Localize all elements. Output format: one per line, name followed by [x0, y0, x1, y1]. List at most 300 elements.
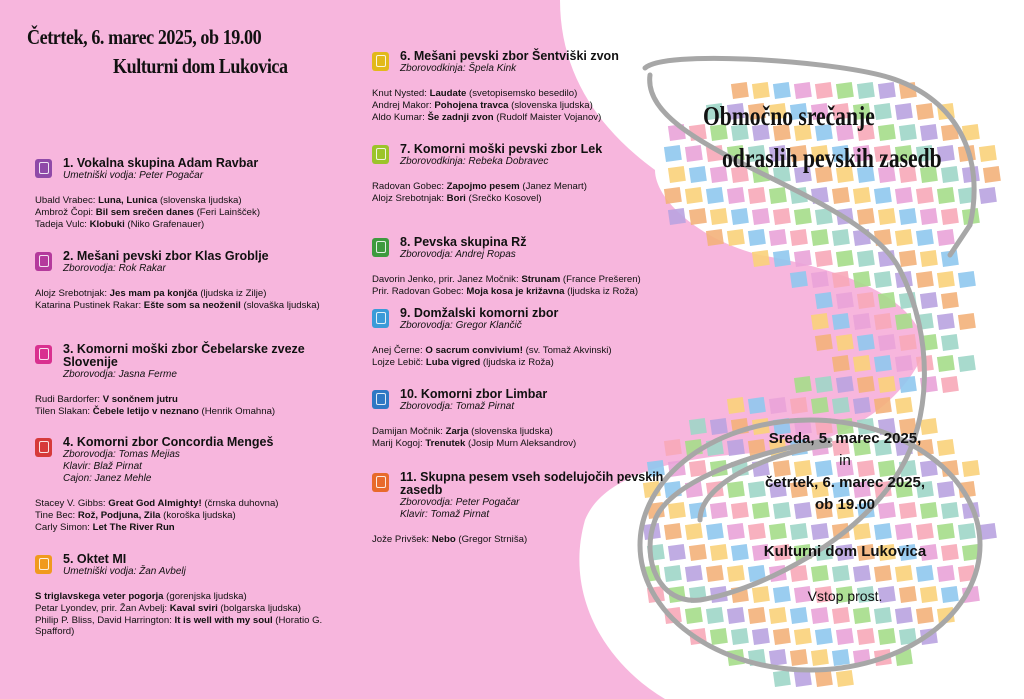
mosaic-square	[769, 187, 787, 204]
song-line	[372, 88, 687, 100]
song-note: (svetopisemsko besedilo)	[466, 88, 578, 99]
mosaic-square	[937, 523, 955, 540]
song-title: V sončnem jutru	[102, 394, 178, 405]
song-line	[372, 357, 687, 369]
mosaic-square	[916, 103, 934, 120]
date-line-1: Sreda, 5. marec 2025,	[768, 430, 922, 447]
mosaic-square	[832, 187, 850, 204]
mosaic-square	[916, 523, 934, 540]
song-list	[372, 345, 687, 369]
song-line	[35, 394, 350, 406]
mosaic-square	[685, 565, 703, 582]
mosaic-square	[853, 271, 871, 288]
song-note: (slovaška ljudska)	[240, 299, 320, 311]
mosaic-square	[748, 607, 766, 624]
program-item	[372, 307, 687, 369]
song-note: (bolgarska ljudska)	[217, 602, 301, 614]
mosaic-square	[731, 208, 749, 225]
mosaic-square	[853, 355, 871, 372]
program-item-header	[372, 388, 687, 413]
song-note: (ljudska iz Zilje)	[197, 288, 267, 299]
mosaic-square	[811, 313, 829, 330]
mosaic-square	[689, 208, 707, 225]
song-line	[372, 181, 687, 193]
program-item-title: 10. Komorni zbor Limbar	[400, 387, 548, 401]
mosaic-square	[836, 292, 854, 309]
mosaic-square	[878, 208, 896, 225]
mosaic-square	[752, 82, 770, 99]
song-line	[372, 438, 687, 450]
mosaic-square	[790, 397, 808, 414]
song-title: Luba vigred	[425, 356, 481, 368]
mosaic-square	[983, 166, 1001, 183]
song-title: Luna, Lunica	[98, 195, 158, 206]
mosaic-square	[815, 82, 833, 99]
mosaic-square	[874, 355, 892, 372]
mosaic-square	[958, 355, 976, 372]
program-item	[372, 50, 687, 123]
program-item	[372, 471, 687, 546]
mosaic-square	[874, 271, 892, 288]
mosaic-square	[937, 355, 955, 372]
program-item	[35, 250, 350, 312]
mosaic-square	[874, 607, 892, 624]
mosaic-square	[752, 208, 770, 225]
mosaic-square	[937, 229, 955, 246]
song-line	[35, 207, 350, 219]
program-item-credit: Umetniški vodja: Žan Avbelj	[63, 566, 186, 577]
mosaic-square	[685, 145, 703, 162]
song-line	[35, 510, 350, 522]
song-line	[35, 195, 350, 207]
mosaic-square	[857, 376, 875, 393]
song-author: Philip P. Bliss, David Harrington:	[35, 614, 175, 626]
song-title: Great God Almighty!	[108, 498, 202, 509]
program-item-credit: Zborovodja: Tomas Mejias	[63, 449, 180, 460]
program-item-credit: Zborovodja: Tomaž Pirnat	[400, 401, 515, 412]
song-line	[372, 345, 687, 357]
song-title: Pohojena travca	[434, 99, 509, 111]
mosaic-square	[811, 523, 829, 540]
mosaic-square	[731, 82, 749, 99]
mosaic-square	[836, 670, 854, 687]
mosaic-square	[895, 397, 913, 414]
mosaic-square	[874, 523, 892, 540]
song-author: Ambrož Čopi:	[35, 206, 96, 218]
song-author: Davorin Jenko, prir. Janez Močnik:	[372, 274, 522, 285]
song-author: Lojze Lebič:	[372, 356, 426, 368]
mosaic-square	[727, 229, 745, 246]
mosaic-square	[895, 313, 913, 330]
song-list	[372, 274, 687, 298]
program-item-credit: Zborovodja: Andrej Ropas	[400, 249, 516, 260]
mosaic-square	[958, 523, 976, 540]
mosaic-square	[941, 292, 959, 309]
program-item-header	[372, 143, 687, 168]
song-author: Marij Kogoj:	[372, 437, 426, 449]
mosaic-square	[857, 628, 875, 645]
music-note-icon	[372, 145, 389, 164]
mosaic-square	[794, 250, 812, 267]
date-line-3: četrtek, 6. marec 2025,	[764, 474, 926, 491]
song-author: Andrej Makor:	[372, 99, 435, 111]
mosaic-square	[832, 271, 850, 288]
song-note: (sv. Tomaž Akvinski)	[522, 345, 612, 356]
mosaic-square	[895, 355, 913, 372]
song-author: Rudi Bardorfer:	[35, 394, 103, 405]
mosaic-square	[710, 628, 728, 645]
mosaic-square	[941, 376, 959, 393]
song-title: Klobuki	[89, 218, 125, 230]
song-title: Strunam	[521, 274, 561, 285]
mosaic-square	[752, 628, 770, 645]
song-list	[372, 88, 687, 123]
mosaic-square	[689, 418, 707, 435]
mosaic-square	[794, 670, 812, 687]
mosaic-square	[689, 166, 707, 183]
mosaic-square	[685, 607, 703, 624]
music-book-icon	[372, 473, 389, 492]
song-note: (Rudolf Maister Vojanov)	[493, 111, 602, 123]
program-item-header	[372, 236, 687, 261]
song-note: (slovenska ljudska)	[508, 99, 593, 111]
mosaic-square	[811, 229, 829, 246]
program-item-credit: Zborovodja: Rok Rakar	[63, 263, 166, 274]
mosaic-square	[895, 607, 913, 624]
song-author: Radovan Gobec:	[372, 181, 447, 192]
program-item-credit: Zborovodja: Peter Pogačar	[400, 497, 520, 508]
music-note-icon	[372, 238, 389, 257]
program-item	[35, 436, 350, 533]
mosaic-square	[878, 82, 896, 99]
program-item-title: 7. Komorni moški pevski zbor Lek	[400, 142, 603, 156]
mosaic-square	[832, 649, 850, 666]
mosaic-square	[937, 313, 955, 330]
song-author: Stacey V. Gibbs:	[35, 498, 109, 509]
mosaic-square	[790, 271, 808, 288]
mosaic-square	[706, 523, 724, 540]
mosaic-square	[853, 187, 871, 204]
music-book-icon	[372, 390, 389, 409]
program-item	[35, 343, 350, 418]
song-title: Rož, Podjuna, Zila	[77, 509, 161, 521]
song-list	[35, 591, 350, 638]
mosaic-square	[727, 523, 745, 540]
mosaic-square	[874, 187, 892, 204]
song-line	[35, 603, 350, 615]
music-book-icon	[35, 159, 52, 178]
song-list	[372, 534, 687, 546]
mosaic-square	[769, 649, 787, 666]
mosaic-square	[689, 544, 707, 561]
song-title: Zapojmo pesem	[446, 181, 520, 192]
mosaic-square	[895, 565, 913, 582]
mosaic-square	[706, 565, 724, 582]
song-line	[35, 498, 350, 510]
song-note: (France Prešeren)	[560, 274, 641, 285]
mosaic-square	[815, 334, 833, 351]
program-item-header	[35, 436, 350, 485]
mosaic-square	[878, 376, 896, 393]
mosaic-square	[832, 313, 850, 330]
music-book-icon	[35, 345, 52, 364]
song-line	[35, 288, 350, 300]
song-note: (ljudska iz Roža)	[564, 285, 639, 297]
mosaic-square	[794, 82, 812, 99]
mosaic-square	[727, 607, 745, 624]
mosaic-square	[916, 187, 934, 204]
song-line	[35, 406, 350, 418]
mosaic-square	[874, 397, 892, 414]
song-note: (Horatio G. Spafford)	[35, 614, 323, 638]
mosaic-square	[731, 628, 749, 645]
mosaic-square	[773, 250, 791, 267]
header-venue: Kulturni dom Lukovica	[113, 54, 288, 78]
song-line	[35, 300, 350, 312]
mosaic-square	[727, 187, 745, 204]
program-item	[35, 157, 350, 230]
song-line	[35, 615, 350, 639]
mosaic-square	[706, 607, 724, 624]
song-note: (črnska duhovna)	[201, 498, 279, 509]
mosaic-square	[878, 124, 896, 141]
mosaic-square	[811, 607, 829, 624]
mosaic-square	[790, 523, 808, 540]
mosaic-square	[815, 376, 833, 393]
mosaic-square	[853, 565, 871, 582]
program-item	[372, 388, 687, 450]
mosaic-square	[685, 523, 703, 540]
song-line	[372, 426, 687, 438]
mosaic-square	[979, 145, 997, 162]
mosaic-square	[706, 229, 724, 246]
program-item-header	[372, 50, 687, 75]
program-item-credit: Klavir: Blaž Pirnat	[63, 461, 142, 472]
song-list	[35, 394, 350, 418]
mosaic-square	[878, 292, 896, 309]
mosaic-square	[773, 82, 791, 99]
mosaic-square	[941, 334, 959, 351]
song-line	[35, 219, 350, 231]
song-list	[35, 288, 350, 312]
mosaic-square	[769, 229, 787, 246]
mosaic-square	[920, 208, 938, 225]
song-author: Tadeja Vulc:	[35, 218, 90, 230]
mosaic-square	[979, 187, 997, 204]
song-title: Trenutek	[425, 437, 466, 449]
mosaic-square	[899, 208, 917, 225]
music-note-icon	[372, 52, 389, 71]
song-line	[372, 534, 687, 546]
song-title: S triglavskega veter pogorja	[35, 591, 164, 602]
music-note-icon	[35, 555, 52, 574]
song-title: Ešte som sa neoženil	[143, 299, 241, 311]
mosaic-square	[836, 250, 854, 267]
song-title: Kaval sviri	[169, 602, 218, 614]
song-author: Damijan Močnik:	[372, 426, 446, 437]
mosaic-square	[727, 397, 745, 414]
mosaic-square	[937, 565, 955, 582]
mosaic-square	[832, 397, 850, 414]
song-author: Aldo Kumar:	[372, 111, 428, 123]
song-title: Zarja	[445, 426, 469, 437]
mosaic-square	[794, 628, 812, 645]
mosaic-square	[941, 166, 959, 183]
mosaic-square	[857, 292, 875, 309]
song-title: Laudate	[429, 88, 467, 99]
song-author: Alojz Srebotnjak:	[35, 288, 110, 299]
song-title: Bil sem srečen danes	[95, 206, 194, 218]
mosaic-square	[836, 628, 854, 645]
song-note: (gorenjska ljudska)	[163, 591, 247, 602]
mosaic-square	[769, 607, 787, 624]
mosaic-square	[811, 397, 829, 414]
program-item-credit: Klavir: Tomaž Pirnat	[400, 509, 490, 520]
mosaic-square	[836, 82, 854, 99]
mosaic-square	[853, 397, 871, 414]
mosaic-square	[748, 229, 766, 246]
mosaic-square	[916, 565, 934, 582]
mosaic-square	[916, 229, 934, 246]
mosaic-square	[815, 628, 833, 645]
mosaic-square	[874, 313, 892, 330]
mosaic-square	[874, 565, 892, 582]
mosaic-square	[815, 292, 833, 309]
program-item-title: 6. Mešani pevski zbor Šentviški zvon	[400, 49, 619, 63]
mosaic-square	[748, 397, 766, 414]
song-note: (Gregor Strniša)	[455, 534, 528, 545]
song-title: Jes mam pa konjča	[109, 288, 198, 299]
mosaic-square	[874, 103, 892, 120]
program-item-credit: Zborovodja: Jasna Ferme	[63, 369, 177, 380]
program-item-credit: Zborovodkinja: Rebeka Dobravec	[400, 156, 549, 167]
song-line	[372, 100, 687, 112]
mosaic-square	[794, 376, 812, 393]
song-author: Knut Nysted:	[372, 88, 430, 99]
program-item-credit: Zborovodja: Gregor Klančič	[400, 320, 522, 331]
song-author: Alojz Srebotnjak:	[372, 192, 447, 204]
mosaic-square	[706, 187, 724, 204]
mosaic-square	[878, 628, 896, 645]
song-author: Ubald Vrabec:	[35, 195, 99, 206]
song-line	[372, 112, 687, 124]
song-note: (koroška ljudska)	[160, 509, 236, 521]
program-item-title: 4. Komorni zbor Concordia Mengeš	[63, 435, 274, 449]
song-list	[372, 181, 687, 205]
program-item-credit: Umetniški vodja: Peter Pogačar	[63, 170, 204, 181]
admission-note: Vstop prost.	[807, 588, 883, 604]
mosaic-square	[857, 82, 875, 99]
song-note: (Feri Lainšček)	[193, 206, 261, 218]
program-item-header	[372, 471, 687, 521]
program-item-header	[35, 343, 350, 381]
mosaic-square	[853, 313, 871, 330]
mosaic-square	[832, 229, 850, 246]
program-item-header	[372, 307, 687, 332]
mosaic-square	[790, 649, 808, 666]
mosaic-square	[937, 187, 955, 204]
song-note: (Srečko Kosovel)	[465, 192, 542, 204]
song-title: Nebo	[431, 534, 456, 545]
song-title: O sacrum convivium!	[425, 345, 523, 356]
mosaic-square	[668, 208, 686, 225]
song-line	[35, 522, 350, 534]
program-item-title: 9. Domžalski komorni zbor	[400, 306, 559, 320]
program-item-title: 5. Oktet MI	[63, 552, 127, 566]
song-list	[35, 498, 350, 533]
mosaic-square	[857, 334, 875, 351]
program-item-title: 3. Komorni moški zbor Čebelarske zveze Slovenije	[63, 342, 305, 369]
program-item-credit: Cajon: Janez Mehle	[63, 473, 152, 484]
song-note: (slovenska ljudska)	[157, 195, 242, 206]
mosaic-square	[920, 250, 938, 267]
mosaic-square	[748, 187, 766, 204]
program-item	[372, 236, 687, 298]
song-author: Tilen Slakan:	[35, 405, 93, 417]
program-item	[35, 553, 350, 638]
mosaic-square	[710, 208, 728, 225]
song-note: (Henrik Omahna)	[198, 405, 276, 417]
program-item-header	[35, 157, 350, 182]
song-author: Petar Lyondev, prir. Žan Avbelj:	[35, 602, 170, 614]
song-list	[35, 195, 350, 230]
song-author: Tine Bec:	[35, 509, 78, 521]
mosaic-square	[920, 292, 938, 309]
song-note: (Niko Grafenauer)	[124, 218, 205, 230]
song-title: It is well with my soul	[174, 614, 273, 626]
program-item-header	[35, 250, 350, 275]
mosaic-square	[895, 523, 913, 540]
program-item-title: 2. Mešani pevski zbor Klas Groblje	[63, 249, 269, 263]
mosaic-square	[769, 523, 787, 540]
program-item-header	[35, 553, 350, 578]
mosaic-square	[958, 271, 976, 288]
song-author: Prir. Radovan Gobec:	[372, 285, 467, 297]
song-title: Moja kosa je križavna	[466, 285, 565, 297]
program-item-credit: Zborovodkinja: Špela Kink	[400, 63, 517, 74]
song-line	[372, 193, 687, 205]
mosaic-square	[899, 376, 917, 393]
event-title-line1: Območno srečanje	[703, 101, 875, 131]
date-line-2: in	[839, 452, 851, 469]
mosaic-square	[685, 187, 703, 204]
program-item-title: 1. Vokalna skupina Adam Ravbar	[63, 156, 259, 170]
mosaic-square	[899, 250, 917, 267]
event-dates	[715, 428, 975, 516]
song-note: (ljudska iz Roža)	[480, 356, 554, 368]
music-book-icon	[372, 309, 389, 328]
mosaic-square	[937, 271, 955, 288]
mosaic-square	[815, 670, 833, 687]
song-title: Še zadnji zvon	[427, 111, 494, 123]
song-note: (Janez Menart)	[519, 181, 587, 192]
mosaic-square	[752, 250, 770, 267]
header-date: Četrtek, 6. marec 2025, ob 19.00	[27, 25, 262, 49]
mosaic-square	[836, 376, 854, 393]
music-book-icon	[35, 252, 52, 271]
mosaic-square	[815, 250, 833, 267]
song-author: Jože Privšek:	[372, 534, 432, 545]
song-list	[372, 426, 687, 450]
song-title: Bori	[446, 192, 466, 204]
mosaic-square	[857, 208, 875, 225]
mosaic-square	[899, 334, 917, 351]
song-note: (Josip Murn Aleksandrov)	[465, 437, 577, 449]
mosaic-square	[853, 607, 871, 624]
mosaic-square	[895, 187, 913, 204]
event-title-line2: odraslih pevskih zasedb	[722, 143, 942, 173]
mosaic-square	[920, 124, 938, 141]
